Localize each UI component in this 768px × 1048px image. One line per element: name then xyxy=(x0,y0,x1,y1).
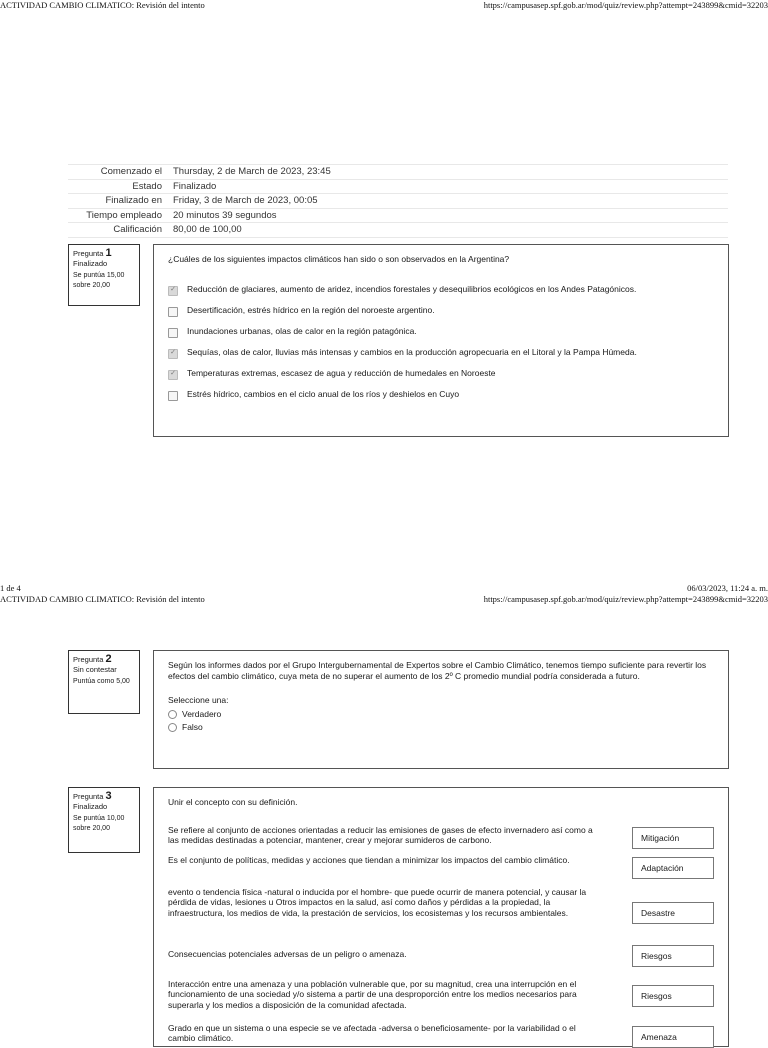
radio-icon[interactable] xyxy=(168,723,177,732)
answer-option[interactable] xyxy=(168,305,714,317)
option-text: Temperaturas extremas, escasez de agua y reducción de humedales en Noroeste xyxy=(187,367,496,378)
question-3-content xyxy=(153,787,729,1047)
match-definition: Interacción entre una amenaza y una población vulnerable que, por su magnitud, crea una interrupción en el funcionamiento de una sociedad y/o sistema a partir de una desproporción entre los medios necesarios para superarla y los medios a disposición de la comunidad afectada. xyxy=(168,978,577,1010)
checkbox-checked-icon[interactable]: ✓ xyxy=(168,286,178,296)
question-3-info xyxy=(68,787,140,853)
answer-option[interactable] xyxy=(168,347,714,359)
match-definition: Se refiere al conjunto de acciones orientadas a reducir las emisiones de gases de efecto invernadero así como a las medidas destinadas a potenciar, mantener, crear y mejorar sumideros de carbono. xyxy=(168,824,593,845)
radio-option-false[interactable] xyxy=(168,722,714,733)
select-prompt: Seleccione una: xyxy=(168,695,229,705)
summary-value: 80,00 de 100,00 xyxy=(173,224,242,235)
question-state: Sin contestar xyxy=(73,664,117,674)
summary-value: Thursday, 2 de March de 2023, 23:45 xyxy=(173,166,331,177)
summary-row-finished xyxy=(68,193,728,208)
summary-row-state xyxy=(68,179,728,194)
question-score: Se puntúa 15,00 sobre 20,00 xyxy=(73,272,125,289)
summary-row-grade xyxy=(68,222,728,238)
radio-option-true[interactable] xyxy=(168,709,714,720)
option-text: Reducción de glaciares, aumento de aridez, incendios forestales y desequilibrios ecológicos en los Andes Patagónicos. xyxy=(187,283,637,294)
question-state: Finalizado xyxy=(73,801,108,811)
summary-label: Comenzado el xyxy=(100,166,162,177)
match-answer-select[interactable]: Riesgos xyxy=(632,985,714,1007)
radio-icon[interactable] xyxy=(168,710,177,719)
question-text: ¿Cuáles de los siguientes impactos climáticos han sido o son observados en la Argentina? xyxy=(168,254,510,264)
answer-option[interactable] xyxy=(168,284,714,296)
match-answer-select[interactable]: Riesgos xyxy=(632,945,714,967)
summary-value: 20 minutos 39 segundos xyxy=(173,209,277,221)
option-text: Sequías, olas de calor, lluvias más intensas y cambios en la producción agropecuaria en el Litoral y la Pampa Húmeda. xyxy=(187,346,637,357)
print-url[interactable]: https://campusasep.spf.gob.ar/mod/quiz/review.php?attempt=243899&cmid=32203 xyxy=(483,0,768,10)
summary-value: Finalizado xyxy=(173,180,217,192)
print-datetime: 06/03/2023, 11:24 a. m. xyxy=(687,583,768,593)
summary-label: Tiempo empleado xyxy=(86,209,162,221)
question-label: Pregunta xyxy=(73,655,104,664)
option-text: Falso xyxy=(182,722,203,732)
match-row xyxy=(168,1023,714,1047)
question-1-info xyxy=(68,244,140,306)
question-number: 2 xyxy=(105,653,112,665)
match-row xyxy=(168,887,714,939)
match-row xyxy=(168,825,714,851)
summary-label: Estado xyxy=(132,180,162,192)
match-row xyxy=(168,979,714,1017)
question-label: Pregunta xyxy=(73,249,104,258)
match-definition: Consecuencias potenciales adversas de un peligro o amenaza. xyxy=(168,948,407,959)
summary-row-started xyxy=(68,164,728,179)
answer-option[interactable] xyxy=(168,326,714,338)
checkbox-icon[interactable] xyxy=(168,328,178,338)
question-number: 1 xyxy=(105,247,112,259)
match-answer-select[interactable]: Amenaza xyxy=(632,1026,714,1048)
match-answer-select[interactable]: Mitigación xyxy=(632,827,714,849)
checkbox-checked-icon[interactable]: ✓ xyxy=(168,370,178,380)
question-1-content xyxy=(153,244,729,437)
summary-label: Calificación xyxy=(113,224,162,235)
match-answer-select[interactable]: Desastre xyxy=(632,902,714,924)
question-label: Pregunta xyxy=(73,792,104,801)
match-row xyxy=(168,855,714,883)
attempt-summary-table xyxy=(68,164,728,238)
summary-row-time xyxy=(68,208,728,223)
match-definition: Grado en que un sistema o una especie se ve afectada -adversa o beneficiosamente- por la variabilidad o el cambio climático. xyxy=(168,1022,576,1043)
match-answer-select[interactable]: Adaptación xyxy=(632,857,714,879)
question-score: Se puntúa 10,00 sobre 20,00 xyxy=(73,815,125,832)
page-count: 1 de 4 xyxy=(0,583,21,593)
print-title: ACTIVIDAD CAMBIO CLIMATICO: Revisión del intento xyxy=(0,0,205,10)
answer-option[interactable] xyxy=(168,368,714,380)
question-text: Unir el concepto con su definición. xyxy=(168,797,298,807)
summary-label: Finalizado en xyxy=(105,195,162,206)
match-definition: Es el conjunto de políticas, medidas y acciones que tiendan a minimizar los impactos del cambio climático. xyxy=(168,854,570,865)
question-text: Según los informes dados por el Grupo Intergubernamental de Expertos sobre el Cambio Climático, tenemos tiempo suficiente para revertir los efectos del cambio climático, cuya meta de no superar el aumento de los 2º C promedio mundial podría considerada a futuro. xyxy=(168,660,707,681)
question-2-info xyxy=(68,650,140,714)
question-2-content xyxy=(153,650,729,769)
match-definition: evento o tendencia física -natural o inducida por el hombre- que puede ocurrir de manera potencial, y causar la pérdida de vidas, lesiones u Otros impactos en la salud, así como daños y pérdidas a la propiedad, la infraestructura, los medios de vida, la prestación de servicios, los ecosistemas y los recursos ambientales. xyxy=(168,886,587,918)
question-state: Finalizado xyxy=(73,258,108,268)
option-text: Desertificación, estrés hídrico en la región del noroeste argentino. xyxy=(187,304,435,315)
question-score: Puntúa como 5,00 xyxy=(73,678,130,685)
question-number: 3 xyxy=(105,790,112,802)
option-text: Inundaciones urbanas, olas de calor en la región patagónica. xyxy=(187,325,417,336)
answer-option[interactable] xyxy=(168,389,714,401)
checkbox-icon[interactable] xyxy=(168,307,178,317)
print-url[interactable]: https://campusasep.spf.gob.ar/mod/quiz/review.php?attempt=243899&cmid=32203 xyxy=(483,594,768,604)
checkbox-icon[interactable] xyxy=(168,391,178,401)
option-text: Verdadero xyxy=(182,708,222,719)
checkbox-checked-icon[interactable]: ✓ xyxy=(168,349,178,359)
match-row xyxy=(168,949,714,973)
option-text: Estrés hídrico, cambios en el ciclo anual de los ríos y deshielos en Cuyo xyxy=(187,388,460,399)
summary-value: Friday, 3 de March de 2023, 00:05 xyxy=(173,195,318,206)
print-title: ACTIVIDAD CAMBIO CLIMATICO: Revisión del intento xyxy=(0,594,205,604)
